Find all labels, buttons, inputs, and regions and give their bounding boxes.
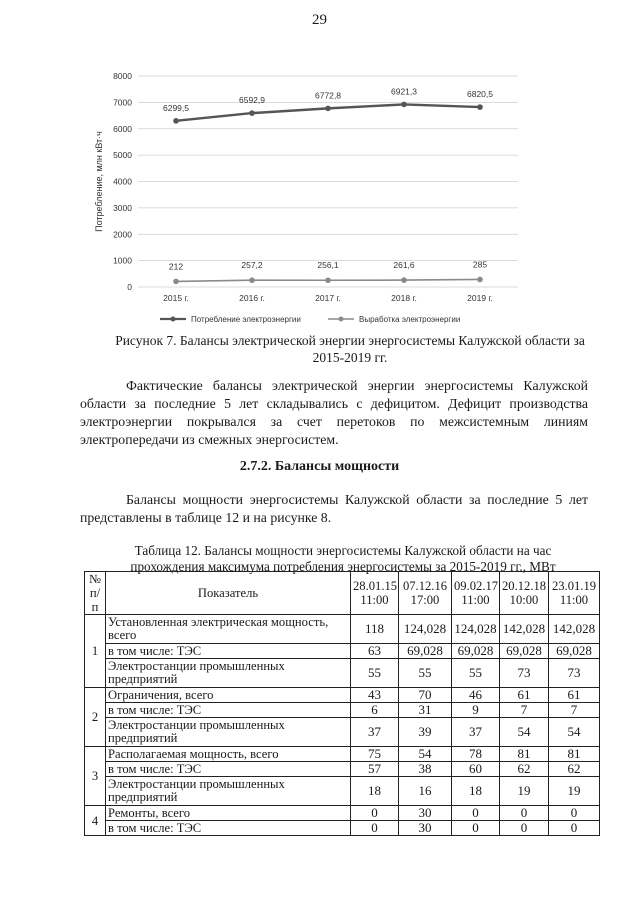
data-point [477,104,483,110]
value-cell: 38 [399,762,452,777]
indicator-label: Ремонты, всего [106,806,351,821]
indicator-label: Установленная электрическая мощность, всего [106,615,351,644]
data-point [249,110,255,116]
indicator-label: Электростанции промышленных предприятий [106,777,351,806]
header-date [452,572,500,615]
header-time-value: 11:00 [559,593,589,607]
value-cell: 61 [549,688,600,703]
y-tick-label: 7000 [113,97,132,108]
header-time-value: 11:00 [461,593,490,607]
y-tick-label: 8000 [113,71,132,81]
section-number: 3 [85,747,106,806]
section-number: 1 [85,615,106,688]
value-cell: 30 [399,806,452,821]
value-cell: 43 [351,688,399,703]
value-cell: 62 [500,762,549,777]
value-cell: 142,028 [549,615,600,644]
table-caption-line: прохождения максимума потребления энергосистемы за 2015-2019 гг., МВт [130,559,556,574]
table-row [85,688,600,703]
header-date [500,572,549,615]
value-cell: 63 [351,644,399,659]
table-row [85,615,600,644]
data-label: 212 [168,261,184,272]
value-cell: 78 [452,747,500,762]
value-cell: 54 [399,747,452,762]
indicator-label: в том числе: ТЭС [106,644,351,659]
value-cell: 73 [549,659,600,688]
paragraph-line: электропередачи из смежных энергосистем. [80,432,339,447]
value-cell: 18 [351,777,399,806]
paragraph-energy-balance [80,377,588,449]
value-cell: 73 [500,659,549,688]
header-date-value: 20.12.18 [502,579,547,593]
header-date [549,572,600,615]
legend-marker [339,317,344,322]
value-cell: 0 [549,806,600,821]
header-number: № п/п [85,572,106,615]
value-cell: 31 [399,703,452,718]
value-cell: 60 [452,762,500,777]
value-cell: 57 [351,762,399,777]
table-row [85,762,600,777]
paragraph-line: представлены в таблице 12 и на рисунке 8. [80,510,332,525]
legend-label: Потребление электроэнергии [191,315,301,324]
y-axis-label: Потребление, млн кВт·ч [94,131,104,232]
y-tick-label: 3000 [113,202,132,213]
indicator-label: в том числе: ТЭС [106,821,351,836]
header-date-value: 09.02.17 [454,579,499,593]
section-number: 4 [85,806,106,836]
data-label: 256,1 [317,260,339,271]
header-time-value: 10:00 [509,593,539,607]
value-cell: 19 [549,777,600,806]
value-cell: 0 [351,821,399,836]
value-cell: 61 [500,688,549,703]
value-cell: 6 [351,703,399,718]
x-tick-label: 2018 г. [391,293,417,303]
value-cell: 55 [452,659,500,688]
data-point [401,102,407,108]
value-cell: 69,028 [399,644,452,659]
data-label: 6772,8 [315,90,341,101]
indicator-label: Электростанции промышленных предприятий [106,659,351,688]
y-tick-label: 5000 [113,150,132,161]
y-tick-label: 2000 [113,229,132,240]
value-cell: 37 [351,718,399,747]
value-cell: 55 [351,659,399,688]
data-label: 261,6 [393,260,415,271]
data-label: 257,2 [241,260,263,271]
header-date-value: 07.12.16 [402,579,448,593]
section-number: 2 [85,688,106,747]
value-cell: 0 [452,821,500,836]
data-point [401,277,407,283]
paragraph-power-balance [80,491,588,527]
value-cell: 54 [549,718,600,747]
data-point [477,277,483,283]
figure-caption: Рисунок 7. Балансы электрической энергии энергосистемы Калужской области за 2015-2019 гг. [115,333,585,365]
header-date-value: 23.01.19 [551,579,597,593]
y-tick-label: 1000 [113,255,132,266]
value-cell: 39 [399,718,452,747]
value-cell: 0 [549,821,600,836]
value-cell: 7 [549,703,600,718]
value-cell: 55 [399,659,452,688]
table-row [85,747,600,762]
table-row [85,659,600,688]
value-cell: 54 [500,718,549,747]
table-row [85,821,600,836]
data-point [173,118,179,124]
data-label: 6921,3 [391,86,417,97]
table-row [85,777,600,806]
data-point [325,106,331,112]
value-cell: 30 [399,821,452,836]
value-cell: 37 [452,718,500,747]
energy-balance-chart [90,60,530,332]
value-cell: 62 [549,762,600,777]
paragraph-line: Фактические балансы электрической энергии энергосистемы Калужской [126,378,588,393]
legend-label: Выработка электроэнергии [359,315,461,324]
value-cell: 69,028 [452,644,500,659]
header-indicator: Показатель [106,572,351,615]
data-point [325,277,331,283]
power-balance-table [84,571,600,836]
data-label: 6299,5 [163,102,189,113]
paragraph-line: области за последние 5 лет складывались с дефицитом. Дефицит производства [80,396,588,411]
indicator-label: Ограничения, всего [106,688,351,703]
y-tick-label: 0 [127,282,132,292]
value-cell: 124,028 [399,615,452,644]
data-point [249,277,255,283]
table-row [85,718,600,747]
data-point [173,279,179,285]
value-cell: 81 [549,747,600,762]
value-cell: 0 [500,821,549,836]
legend-marker [171,317,176,322]
data-label: 6820,5 [467,89,493,100]
y-tick-label: 6000 [113,123,132,134]
header-time-value: 11:00 [360,593,389,607]
value-cell: 46 [452,688,500,703]
value-cell: 69,028 [549,644,600,659]
indicator-label: в том числе: ТЭС [106,703,351,718]
value-cell: 124,028 [452,615,500,644]
value-cell: 118 [351,615,399,644]
indicator-label: Электростанции промышленных предприятий [106,718,351,747]
value-cell: 0 [452,806,500,821]
page-number: 29 [312,12,327,28]
header-time-value: 17:00 [410,593,440,607]
value-cell: 16 [399,777,452,806]
value-cell: 0 [351,806,399,821]
value-cell: 18 [452,777,500,806]
value-cell: 69,028 [500,644,549,659]
header-date [351,572,399,615]
header-date [399,572,452,615]
indicator-label: Располагаемая мощность, всего [106,747,351,762]
table-row [85,703,600,718]
indicator-label: в том числе: ТЭС [106,762,351,777]
value-cell: 19 [500,777,549,806]
x-tick-label: 2016 г. [239,293,265,303]
paragraph-line: Балансы мощности энергосистемы Калужской области за последние 5 лет [126,492,588,507]
paragraph-line: электроэнергии покрывался за счет перетоков по межсистемным линиям [80,414,588,429]
table-row [85,806,600,821]
value-cell: 9 [452,703,500,718]
value-cell: 75 [351,747,399,762]
value-cell: 142,028 [500,615,549,644]
x-tick-label: 2015 г. [163,293,189,303]
value-cell: 70 [399,688,452,703]
data-label: 285 [472,259,488,270]
value-cell: 0 [500,806,549,821]
value-cell: 7 [500,703,549,718]
header-date-value: 28.01.15 [353,579,398,593]
x-tick-label: 2019 г. [467,293,493,303]
table-caption-line: Таблица 12. Балансы мощности энергосистемы Калужской области на час [134,543,552,558]
x-tick-label: 2017 г. [315,293,341,303]
section-heading: 2.7.2. Балансы мощности [239,459,400,474]
data-label: 6592,9 [239,95,265,106]
value-cell: 81 [500,747,549,762]
y-tick-label: 4000 [113,176,132,187]
table-row [85,644,600,659]
